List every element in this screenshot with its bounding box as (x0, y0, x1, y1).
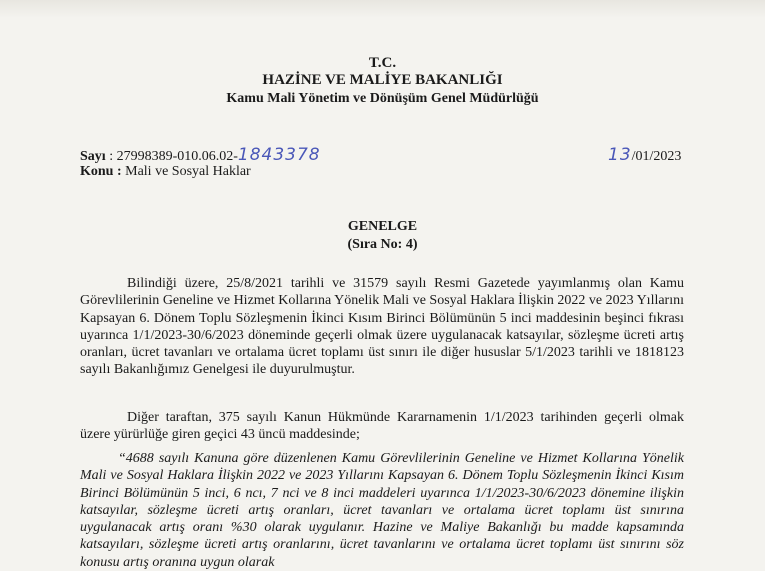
body-paragraph-2 (80, 409, 684, 444)
konu-label: Konu : (80, 164, 122, 179)
konu-value: Mali ve Sosyal Haklar (125, 164, 251, 179)
date-line (608, 145, 681, 165)
date-rest: /01/2023 (631, 149, 682, 164)
sayi-value: : 27998389-010.06.02- (109, 149, 238, 164)
paragraph-3-text: “4688 sayılı Kanuna göre düzenlenen Kamu Görevlilerinin Geneline ve Hizmet Kollarına Yönelik Mali ve Sosyal Haklara İlişkin 2022 ve 2023 Yıllarını Kapsayan 6. Dönem Toplu Sözleşmenin İkinci Kısım Birinci Bölümünün 5 inci, 6 ncı, 7 nci ve 8 inci maddeleri uyarınca 1/1/2023-30/6/2023 dönemine ilişkin katsayılar, sözleşme ücreti artış oranları, ücret tavanları ve ortalama ücret toplamı üst sınırına uygulanacak artış oranı %30 olarak uygulanır. Hazine ve Maliye Bakanlığı bu madde kapsamında katsayıları, sözleşme ücreti artış oranlarını, ücret tavanlarını ve ortalama ücret toplamı üst sınırını söz konusu artış oranına uygun olarak (80, 451, 684, 570)
genelge-title: GENELGE (347, 219, 418, 234)
date-handwritten-day: 13 (608, 145, 632, 165)
header-tc: T.C. (368, 55, 397, 71)
sayi-label: Sayı (80, 149, 106, 164)
sayi-handwritten-number: 1843378 (237, 145, 321, 165)
paragraph-2-text: Diğer taraftan, 375 sayılı Kanun Hükmünde Kararnamenin 1/1/2023 tarihinden geçerli olmak üzere yürürlüğe giren geçici 43 üncü maddesinde; (80, 410, 684, 443)
scan-top-shadow (0, 0, 765, 18)
header-ministry: HAZİNE VE MALİYE BAKANLIĞI (262, 72, 503, 88)
header-directorate: Kamu Mali Yönetim ve Dönüşüm Genel Müdürlüğü (226, 91, 539, 106)
paragraph-1-text: Bilindiği üzere, 25/8/2021 tarihli ve 31579 sayılı Resmi Gazetede yayımlanmış olan Kamu Görevlilerinin Geneline ve Hizmet Kollarına Yönelik Mali ve Sosyal Haklara İlişkin 2022 ve 2023 Yıllarını Kapsayan 6. Dönem Toplu Sözleşmenin İkinci Kısım Birinci Bölümünün 5 inci maddesinin beşinci fıkrası uyarınca 1/1/2023-30/6/2023 döneminde geçerli olmak üzere uygulanacak katsayılar, sözleşme ücreti artış oranları, ücret tavanları ve ortalama ücret toplamı üst sınırı ile diğer hususlar 5/1/2023 tarihli ve 1818123 sayılı Bakanlığımız Genelgesi ile duyurulmuştur. (80, 276, 684, 378)
konu-line (80, 164, 251, 180)
sayi-line (80, 145, 321, 165)
genelge-number: (Sıra No: 4) (347, 237, 418, 252)
body-paragraph-3-quote (80, 450, 684, 571)
body-paragraph-1 (80, 275, 684, 379)
